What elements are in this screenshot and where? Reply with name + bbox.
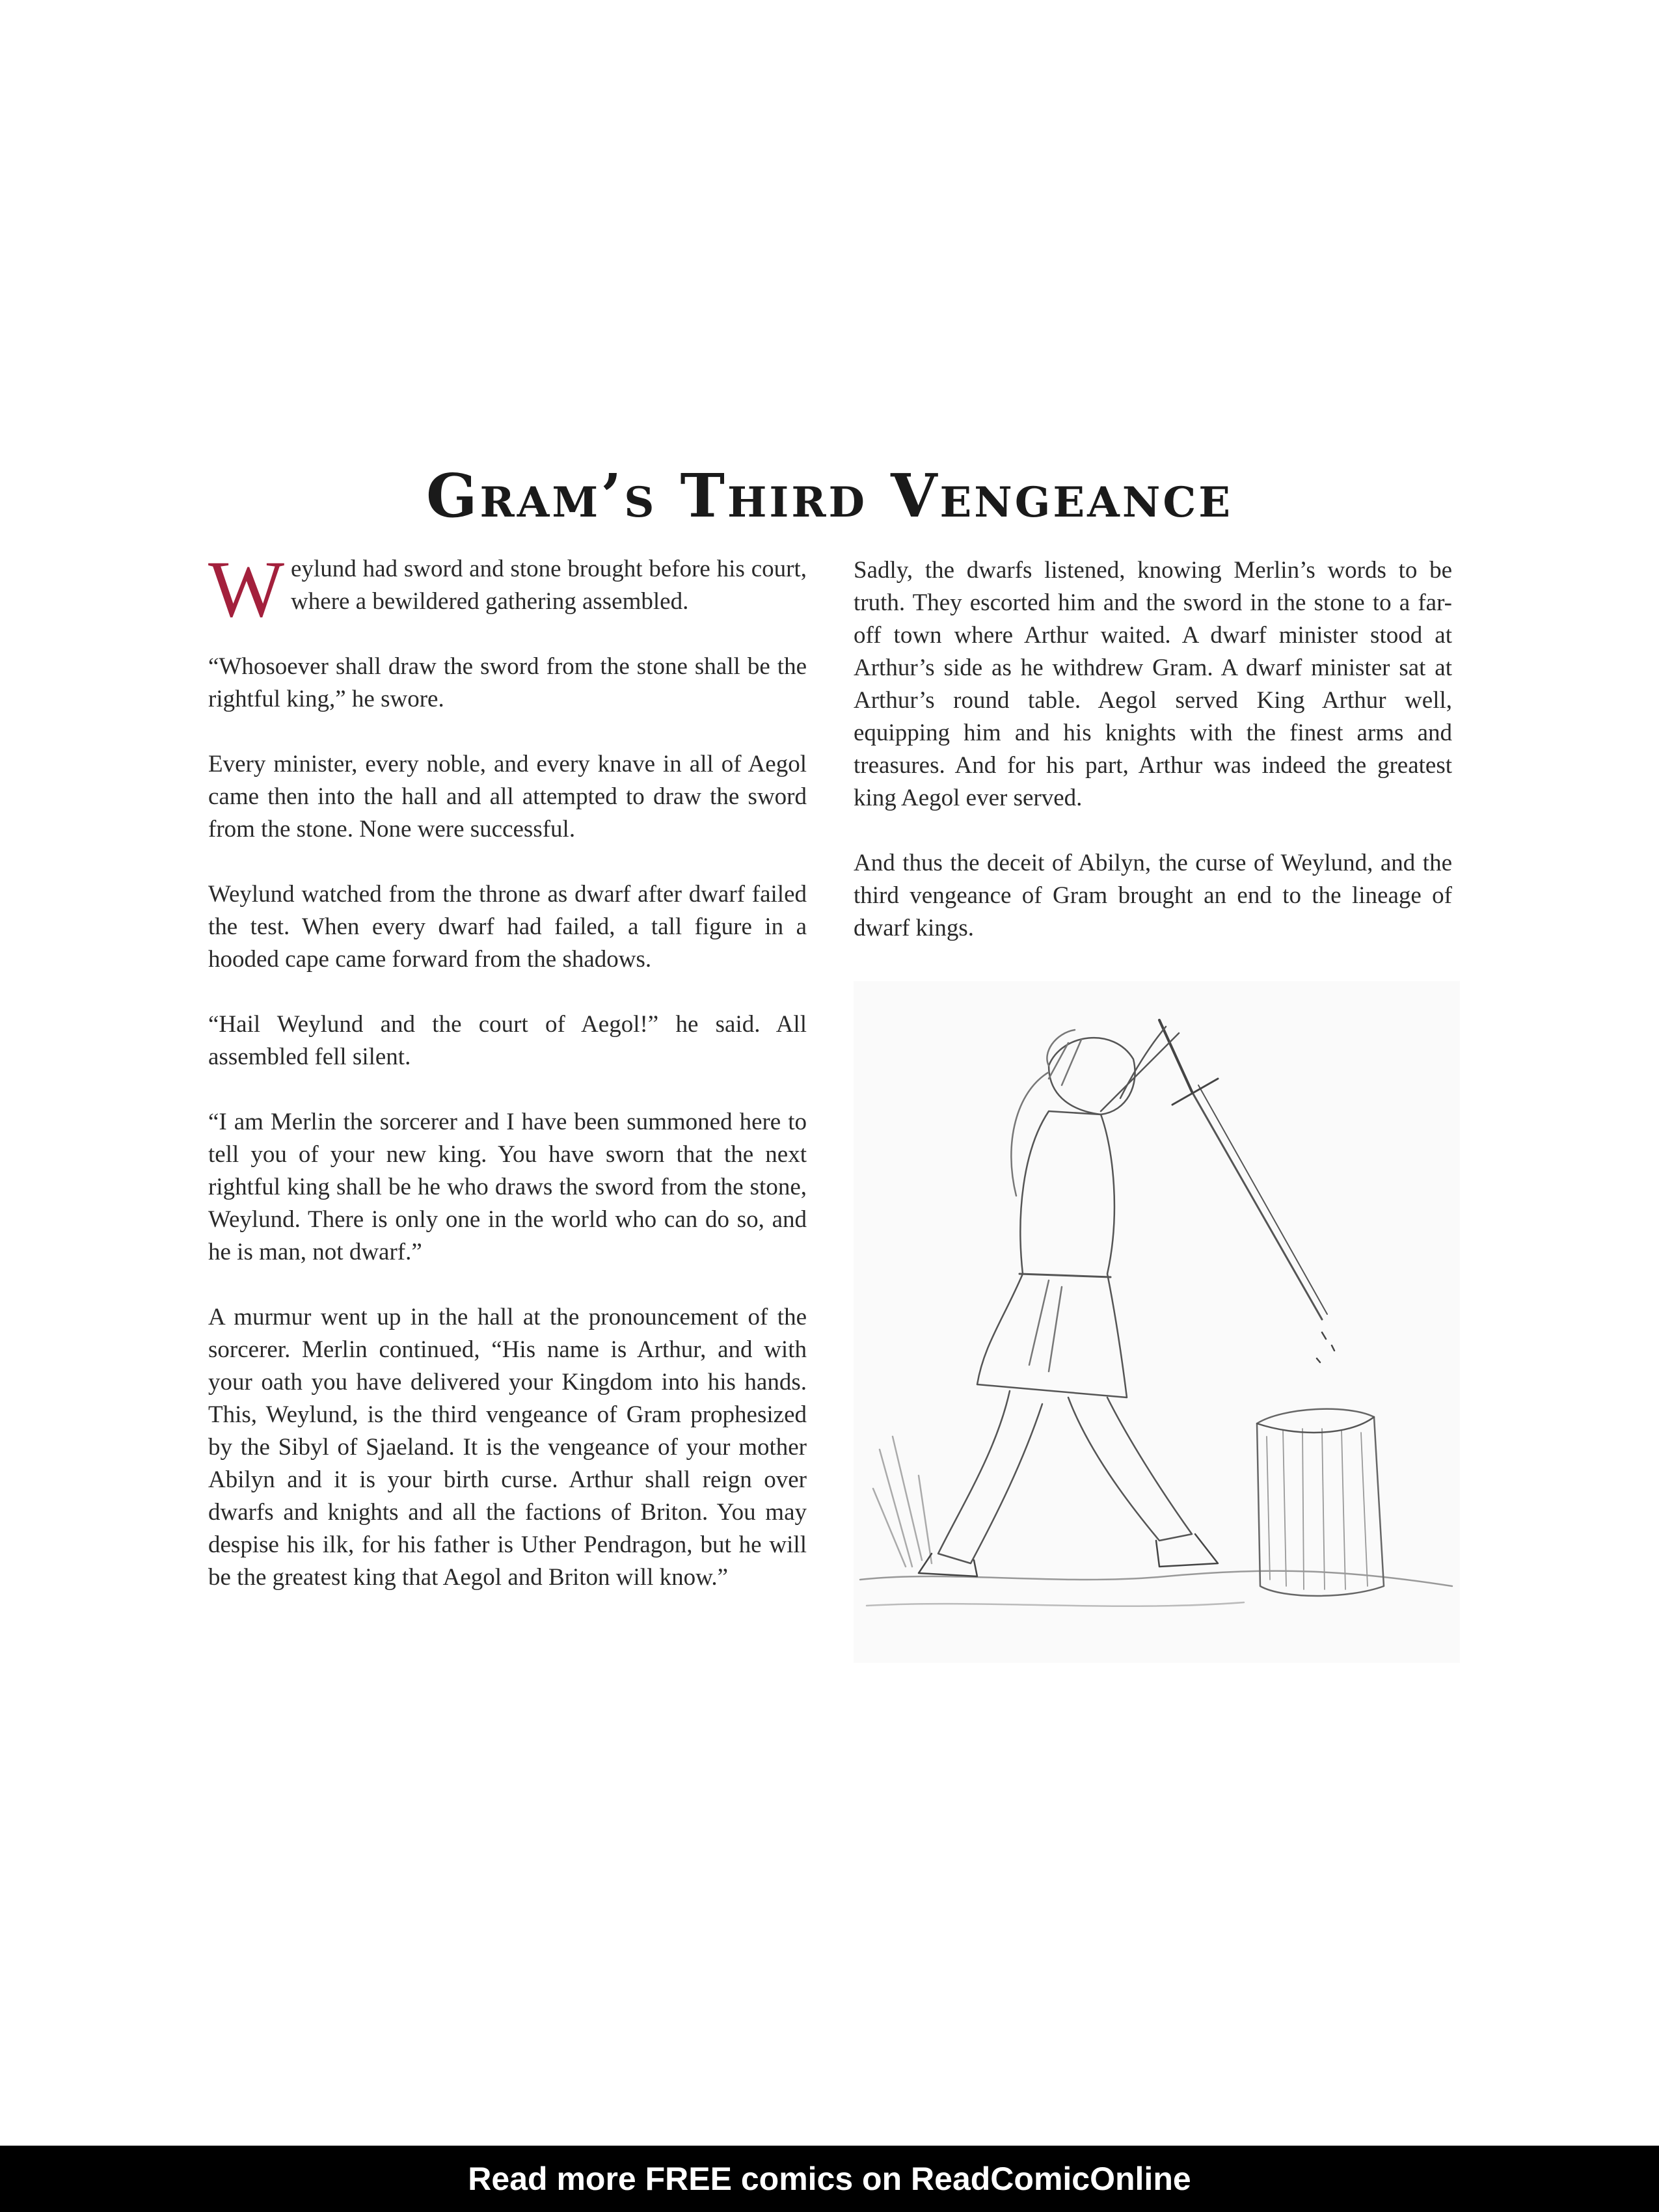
footer-banner[interactable]: Read more FREE comics on ReadComicOnline	[0, 2146, 1659, 2212]
paragraph-text: eylund had sword and stone brought before his court, where a bewildered gathering assembled.	[291, 556, 807, 615]
paragraph: “Whosoever shall draw the sword from the stone shall be the rightful king,” he swore.	[208, 653, 807, 712]
paragraph: Sadly, the dwarfs listened, knowing Merlin’s words to be truth. They escorted him and the sword in the stone to a far-off town where Arthur waited. A dwarf minister stood at Arthur’s side as he withdrew Gram. A dwarf minister sat at Arthur’s round table. Aegol served King Arthur well, equipping him and his knights with the finest arms and treasures. And for his part, Arthur was indeed the greatest king Aegol ever served.	[854, 557, 1452, 811]
paragraph: A murmur went up in the hall at the pronouncement of the sorcerer. Merlin continued, “His name is Arthur, and with your oath you have delivered your Kingdom into his hands. This, Weylund, is the third vengeance of Gram prophesized by the Sibyl of Sjaeland. It is the vengeance of your mother Abilyn and it is your birth curse. Arthur shall reign over dwarfs and knights and all the factions of Briton. You may despise his ilk, for his father is Uther Pendragon, but he will be the greatest king that Aegol and Briton will know.”	[208, 1304, 807, 1591]
pencil-sketch-icon	[854, 981, 1460, 1663]
paragraph: Weylund watched from the throne as dwarf after dwarf failed the test. When every dwarf had failed, a tall figure in a hooded cape came forward from the shadows.	[208, 881, 807, 973]
paragraph: And thus the deceit of Abilyn, the curse of Weylund, and the third vengeance of Gram brought an end to the lineage of dwarf kings.	[854, 850, 1452, 941]
left-text-column	[208, 545, 807, 1626]
paragraph	[208, 545, 807, 634]
paragraph: “I am Merlin the sorcerer and I have been summoned here to tell you of your new king. You have sworn that the next rightful king shall be he who draws the sword from the stone, Weylund. There is only one in the world who can do so, and he is man, not dwarf.”	[208, 1109, 807, 1265]
sword-in-stone-illustration	[854, 981, 1460, 1663]
paragraph: “Hail Weylund and the court of Aegol!” he said. All assembled fell silent.	[208, 1011, 807, 1070]
right-text-column	[854, 554, 1452, 977]
paragraph: Every minister, every noble, and every knave in all of Aegol came then into the hall and all attempted to draw the sword from the stone. None were successful.	[208, 751, 807, 843]
drop-cap: W	[208, 545, 285, 634]
page-title: Gram’s Third Vengeance	[425, 461, 1234, 531]
